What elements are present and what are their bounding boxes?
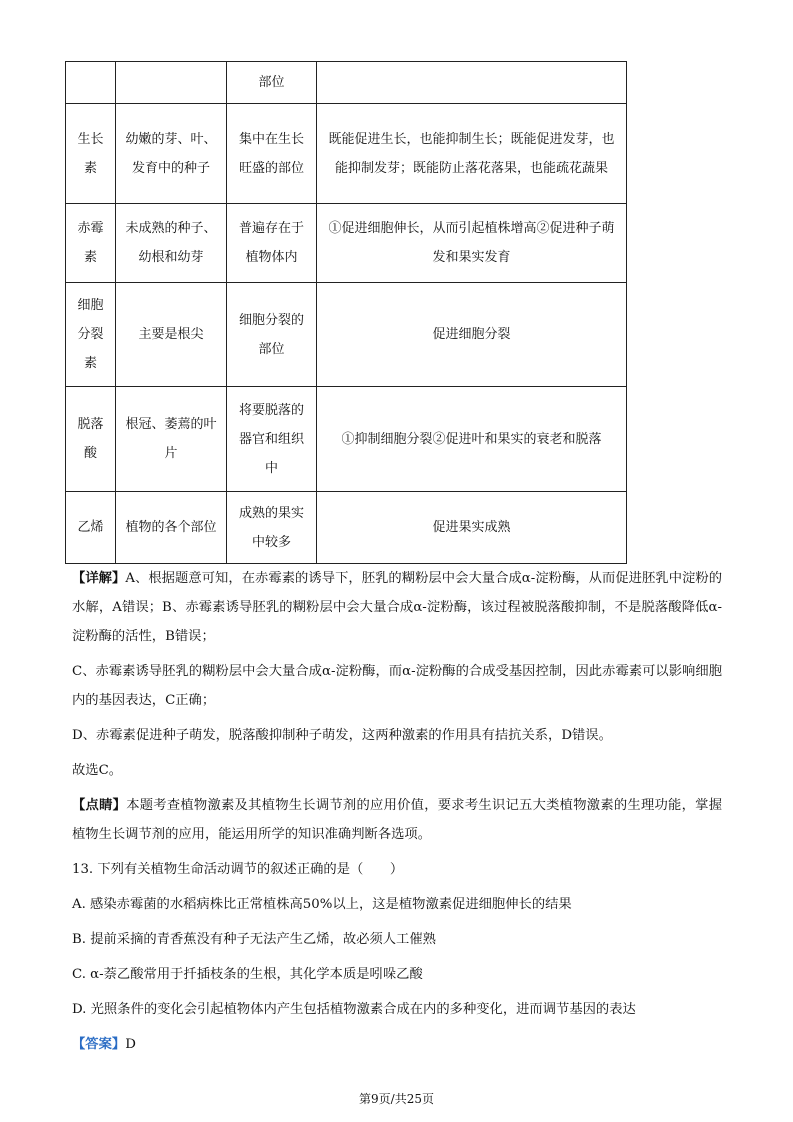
option-d: D. 光照条件的变化会引起植物体内产生包括植物激素合成在内的多种变化，进而调节基因的表达	[72, 1002, 636, 1017]
answer-value: D	[125, 1037, 136, 1052]
page-footer: 第9页/共25页	[359, 1092, 434, 1106]
explanation-paragraph	[72, 564, 722, 651]
answer-line	[72, 1030, 722, 1059]
table-cell: 赤霉素	[66, 204, 116, 283]
table-row	[66, 62, 627, 104]
table-cell: 成熟的果实中较多	[227, 492, 317, 564]
table-cell: 乙烯	[66, 492, 116, 564]
comment-paragraph	[72, 791, 722, 849]
table-cell	[116, 62, 227, 104]
option-b: B. 提前采摘的青香蕉没有种子无法产生乙烯，故必须人工催熟	[72, 932, 436, 947]
comment-tag: 【点睛】	[72, 798, 127, 813]
table-row	[66, 492, 627, 564]
table-cell: 部位	[227, 62, 317, 104]
explanation-tag: 【详解】	[72, 571, 126, 586]
table-cell: 普遍存在于植物体内	[227, 204, 317, 283]
table-cell	[66, 62, 116, 104]
question-stem: 13. 下列有关植物生命活动调节的叙述正确的是（ ）	[72, 862, 404, 877]
table-cell: 既能促进生长，也能抑制生长；既能促进发芽，也能抑制发芽；既能防止落花落果，也能疏花蔬果	[317, 104, 627, 204]
table-cell: 生长素	[66, 104, 116, 204]
explanation-paragraph: D、赤霉素促进种子萌发，脱落酸抑制种子萌发，这两种激素的作用具有拮抗关系，D错误。	[72, 728, 612, 743]
table-cell: 植物的各个部位	[116, 492, 227, 564]
table-row	[66, 204, 627, 283]
table-row	[66, 104, 627, 204]
option-a: A. 感染赤霉菌的水稻病株比正常植株高50%以上，这是植物激素促进细胞伸长的结果	[72, 897, 572, 912]
comment-text: 本题考查植物激素及其植物生长调节剂的应用价值，要求考生识记五大类植物激素的生理功能，掌握植物生长调节剂的应用，能运用所学的知识准确判断各选项。	[72, 798, 722, 842]
table-row	[66, 283, 627, 387]
explanation-text: A、根据题意可知，在赤霉素的诱导下，胚乳的糊粉层中会大量合成α-淀粉酶，从而促进胚乳中淀粉的水解，A错误；B、赤霉素诱导胚乳的糊粉层中会大量合成α-淀粉酶，该过程被脱落酸抑制，不是脱落酸降低α-淀粉酶的活性，B错误；	[72, 571, 723, 644]
table-cell: 主要是根尖	[116, 283, 227, 387]
explanation-section	[72, 564, 722, 1065]
table-cell: 促进果实成熟	[317, 492, 627, 564]
table-cell: 细胞分裂的部位	[227, 283, 317, 387]
table-cell: ①促进细胞伸长，从而引起植株增高②促进种子萌发和果实发育	[317, 204, 627, 283]
explanation-paragraph: 故选C。	[72, 763, 123, 778]
option-c: C. α-萘乙酸常用于扦插枝条的生根，其化学本质是吲哚乙酸	[72, 967, 423, 982]
table-cell: 根冠、萎蔫的叶片	[116, 387, 227, 492]
table-cell: 幼嫩的芽、叶、发育中的种子	[116, 104, 227, 204]
explanation-paragraph: C、赤霉素诱导胚乳的糊粉层中会大量合成α-淀粉酶，而α-淀粉酶的合成受基因控制，因此赤霉素可以影响细胞内的基因表达，C正确；	[72, 664, 722, 708]
hormone-table	[65, 61, 627, 564]
table-cell: 将要脱落的器官和组织中	[227, 387, 317, 492]
table-cell: 集中在生长旺盛的部位	[227, 104, 317, 204]
table-cell: 脱落酸	[66, 387, 116, 492]
table-cell: ①抑制细胞分裂②促进叶和果实的衰老和脱落	[317, 387, 627, 492]
table-cell: 未成熟的种子、幼根和幼芽	[116, 204, 227, 283]
table-cell: 细胞分裂素	[66, 283, 116, 387]
table-cell: 促进细胞分裂	[317, 283, 627, 387]
table-cell	[317, 62, 627, 104]
answer-tag: 【答案】	[72, 1037, 126, 1052]
table-row	[66, 387, 627, 492]
